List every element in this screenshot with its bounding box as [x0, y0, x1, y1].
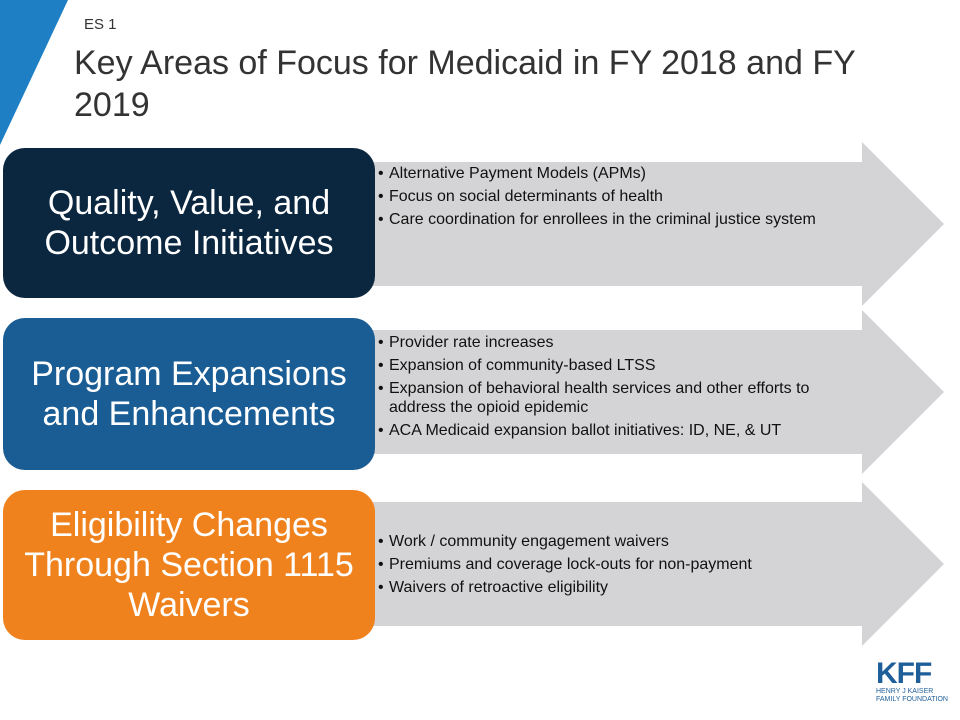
- focus-row-eligibility: [0, 482, 960, 646]
- bullet-item: • Focus on social determinants of health: [378, 187, 868, 206]
- bullet-list-eligibility: [378, 532, 868, 601]
- bullet-list-program: [378, 333, 868, 444]
- bullet-item: • Work / community engagement waivers: [378, 532, 868, 551]
- bullet-item: • Provider rate increases: [378, 333, 868, 352]
- bullet-item: • Care coordination for enrollees in the criminal justice system: [378, 210, 868, 229]
- focus-label-quality: Quality, Value, and Outcome Initiatives: [3, 148, 375, 298]
- kff-logo: [876, 657, 948, 710]
- bullet-list-quality: [378, 164, 868, 233]
- bullet-item: • Expansion of behavioral health services and other efforts to address the opioid epidemic: [378, 379, 868, 417]
- focus-label-eligibility: Eligibility Changes Through Section 1115 Waivers: [3, 490, 375, 640]
- bullet-item: • Expansion of community-based LTSS: [378, 356, 868, 375]
- logo-mark: KFF: [876, 657, 932, 690]
- logo-line-1: HENRY J KAISER: [876, 688, 934, 695]
- bullet-item: • ACA Medicaid expansion ballot initiatives: ID, NE, & UT: [378, 421, 868, 440]
- logo-line-2: FAMILY FOUNDATION: [876, 696, 948, 703]
- bullet-item: • Alternative Payment Models (APMs): [378, 164, 868, 183]
- bullet-item: • Waivers of retroactive eligibility: [378, 578, 868, 597]
- focus-label-program: Program Expansions and Enhancements: [3, 318, 375, 470]
- bullet-item: • Premiums and coverage lock-outs for non-payment: [378, 555, 868, 574]
- focus-row-program: [0, 310, 960, 474]
- slide-code: ES 1: [84, 16, 117, 33]
- focus-row-quality: [0, 142, 960, 306]
- slide-title: Key Areas of Focus for Medicaid in FY 2018 and FY 2019: [74, 44, 856, 124]
